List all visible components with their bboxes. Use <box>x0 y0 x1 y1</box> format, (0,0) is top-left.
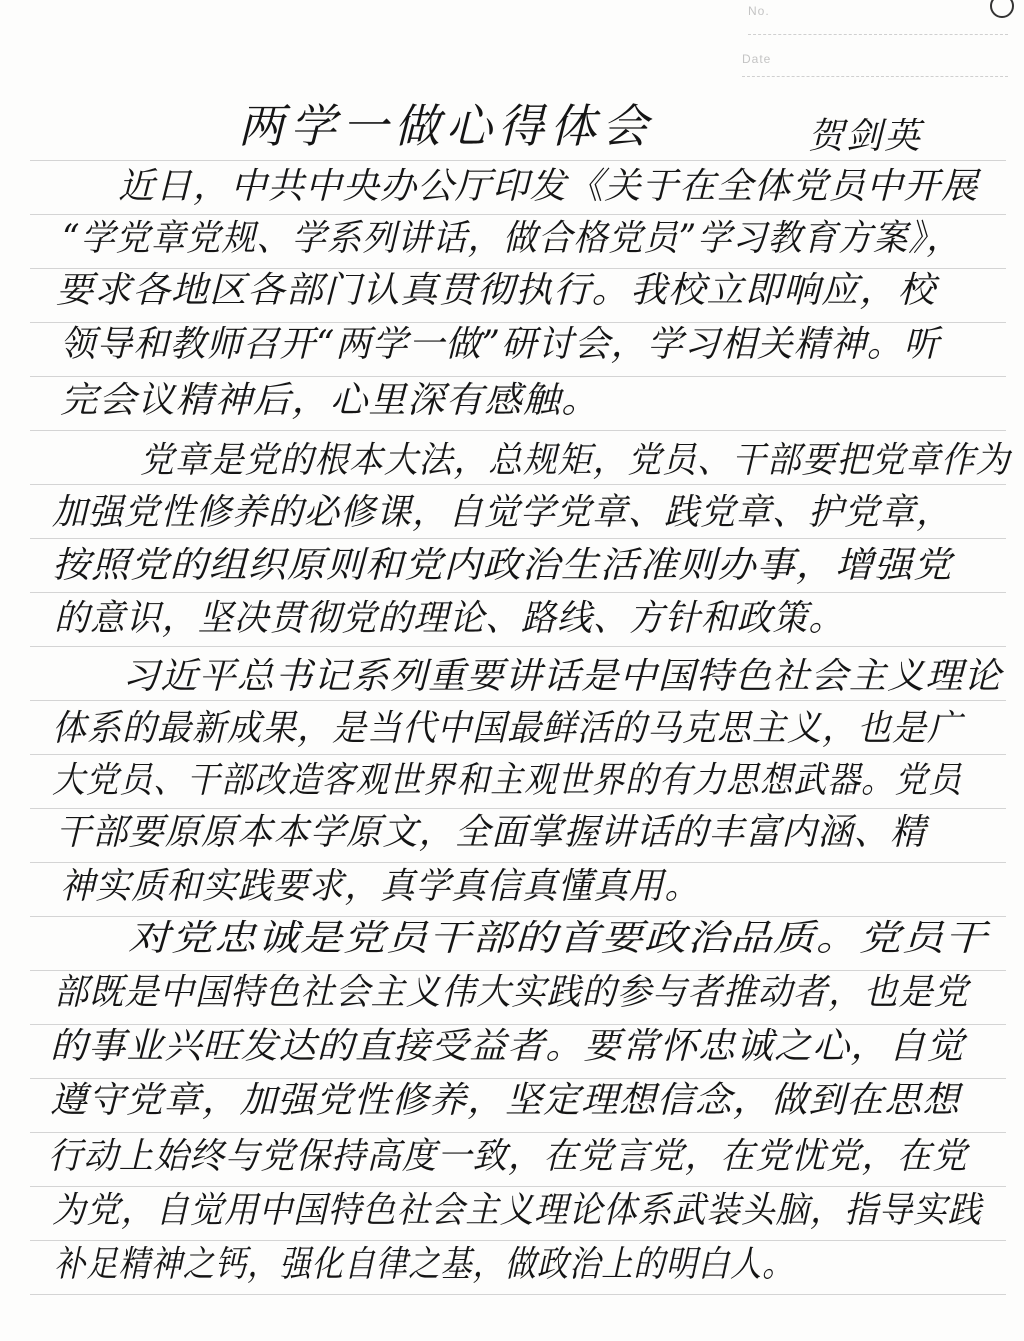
corner-ring-mark <box>990 0 1014 18</box>
essay-line: 行动上始终与党保持高度一致，在党言党，在党忧党，在党 <box>48 1136 968 1177</box>
essay-line: 神实质和实践要求，真学真信真懂真用。 <box>60 866 701 907</box>
ruled-line <box>30 1294 1006 1295</box>
ruled-line <box>30 646 1006 647</box>
ruled-line <box>30 430 1006 431</box>
essay-line: 完会议精神后，心里深有感触。 <box>60 380 600 421</box>
essay-line: 干部要原原本本学原文，全面掌握讲话的丰富内涵、精 <box>56 812 927 853</box>
date-line <box>742 76 1008 77</box>
author-name: 贺剑英 <box>808 116 923 157</box>
essay-line: 要求各地区各部门认真贯彻执行。我校立即响应，校 <box>56 270 936 311</box>
essay-line: “学党章党规、学系列讲话，做合格党员”学习教育方案》， <box>62 218 962 259</box>
essay-line: 体系的最新成果，是当代中国最鲜活的马克思主义，也是广 <box>52 708 963 749</box>
essay-line: 为党，自觉用中国特色社会主义理论体系武装头脑，指导实践 <box>52 1190 983 1231</box>
essay-line: 遵守党章，加强党性修养，坚定理想信念，做到在思想 <box>50 1080 961 1121</box>
page-number-label: No. <box>748 4 770 18</box>
essay-line: 的事业兴旺发达的直接受益者。要常怀忠诚之心，自觉 <box>50 1026 965 1067</box>
essay-line: 习近平总书记系列重要讲话是中国特色社会主义理论 <box>122 656 1002 697</box>
essay-line: 按照党的组织原则和党内政治生活准则办事，增强党 <box>52 545 953 586</box>
essay-title: 两学一做心得体会 <box>238 99 654 153</box>
essay-line: 加强党性修养的必修课，自觉学党章、践党章、护党章， <box>52 492 953 533</box>
essay-line: 补足精神之钙，强化自律之基，做政治上的明白人。 <box>54 1244 795 1285</box>
essay-line: 对党忠诚是党员干部的首要政治品质。党员干 <box>128 918 988 959</box>
essay-line: 大党员、干部改造客观世界和主观世界的有力思想武器。党员 <box>52 760 963 801</box>
essay-line: 的意识，坚决贯彻党的理论、路线、方针和政策。 <box>54 598 845 639</box>
essay-line: 近日，中共中央办公厅印发《关于在全体党员中开展 <box>118 166 979 207</box>
essay-line: 党章是党的根本大法，总规矩，党员、干部要把党章作为 <box>140 440 1011 481</box>
essay-line: 领导和教师召开“两学一做”研讨会，学习相关精神。听 <box>60 324 941 365</box>
page-number-line <box>748 34 1008 35</box>
essay-line: 部既是中国特色社会主义伟大实践的参与者推动者，也是党 <box>54 972 969 1013</box>
date-label: Date <box>742 52 772 66</box>
